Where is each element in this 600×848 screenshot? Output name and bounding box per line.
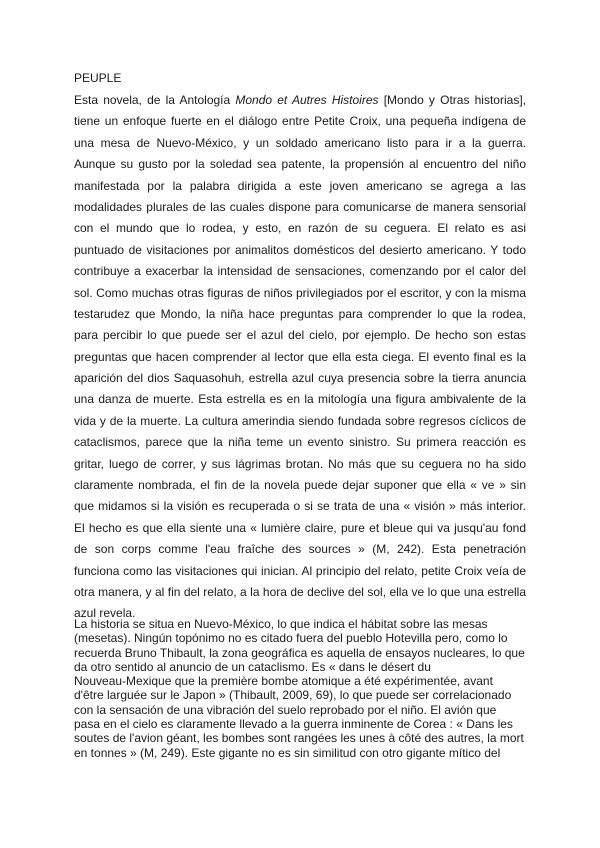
paragraph-setting: [74, 617, 526, 760]
paragraph-line: una danza de muerte. Esta estrella es en la mitología una figura ambivalente de la: [74, 392, 526, 407]
paragraph-line: d'être larguée sur le Japon » (Thibault, 2009, 69), lo que puede ser correlacionado: [74, 688, 512, 703]
paragraph-novel-summary: [74, 90, 526, 625]
paragraph-line: Nouveau-Mexique que la première bombe atomique a été expérimentée, avant: [74, 674, 493, 689]
paragraph-line: de son corps comme l'eau fraîche des sources » (M, 242). Esta penetración: [74, 542, 526, 557]
paragraph-line: funciona como las visitaciones qui inician. Al principio del relato, petite Croix veía de: [74, 563, 526, 578]
paragraph-line: aparición del dios Saquasohuh, estrella azul cuya presencia sobre la tierra anuncia: [74, 371, 526, 386]
paragraph-line: El hecho es que ella siente una « lumière claire, pure et bleue qui va jusqu'au fond: [74, 520, 526, 535]
paragraph-line: cataclismos, parece que la niña teme un evento sinistro. Su primera reacción es: [74, 435, 526, 450]
paragraph-line: otra manera, y al fin del relato, a la hora de declive del sol, ella ve lo que una estrella: [74, 584, 526, 599]
paragraph-line: para percibir lo que puede ser el azul del cielo, por ejemplo. De hecho son estas: [74, 328, 526, 343]
paragraph-line: vida y de la muerte. La cultura amerindia siendo fundada sobre regresos cíclicos de: [74, 413, 526, 428]
paragraph-line: una mesa de Nuevo-México, y un soldado americano listo para ir a la guerra.: [74, 135, 526, 150]
paragraph-line: tiene un enfoque fuerte en el diálogo entre Petite Croix, una pequeña indígena de: [74, 114, 526, 129]
paragraph-line: preguntas que hacen comprender al lector que ella esta ciega. El evento final es la: [74, 349, 526, 364]
paragraph-line: con la sensación de una vibración del suelo reprobado por el niño. El avión que: [74, 702, 497, 717]
section-heading: PEUPLE: [74, 71, 122, 85]
paragraph-line: modalidades plurales de las cuales dispone para comunicarse de manera sensorial: [74, 199, 526, 214]
paragraph-line: Esta novela, de la Antología Mondo et Autres Histoires [Mondo y Otras historias],: [74, 93, 526, 107]
paragraph-line: azul revela.: [74, 606, 136, 621]
paragraph-line: (mesetas). Ningún topónimo no es citado fuera del pueblo Hotevilla pero, como lo: [74, 631, 508, 646]
paragraph-line: puntuado de visitaciones por animalitos domésticos del desierto americano. Y todo: [74, 242, 526, 257]
paragraph-line: La historia se situa en Nuevo-México, lo que indica el hábitat sobre las mesas: [74, 617, 488, 631]
paragraph-line: pasa en el cielo es claramente llevado a la guerra inminente de Corea : « Dans les: [74, 717, 513, 732]
paragraph-line: sol. Como muchas otras figuras de niños privilegiados por el escritor, y con la misma: [74, 285, 526, 300]
paragraph-line: da otro sentido al anuncio de un cataclismo. Es « dans le désert du: [74, 659, 431, 674]
paragraph-line: claramente nombrada, el fin de la novela puede dejar suponer que ella « ve » sin: [74, 478, 526, 493]
paragraph-line: Aunque su gusto por la soledad sea patente, la propensión al encuentro del niño: [74, 157, 526, 172]
book-title: Mondo et Autres Histoires: [235, 93, 379, 107]
paragraph-line: testarudez que Mondo, la niña hace preguntas para comprender lo que la rodea,: [74, 306, 526, 321]
paragraph-line: contribuye a exacerbar la intensidad de sensaciones, comenzando por el calor del: [74, 264, 526, 279]
paragraph-line: con el mundo que lo rodea, y esto, en razón de su ceguera. El relato es asi: [74, 221, 526, 236]
paragraph-line: en tonnes » (M, 249). Este gigante no es sin similitud con otro gigante mítico del: [74, 745, 501, 760]
paragraph-line: recuerda Bruno Thibault, la zona geográfica es aquella de ensayos nucleares, lo que: [74, 645, 525, 660]
paragraph-line: manifestada por la palabra dirigida a este joven americano se agrega a las: [74, 178, 526, 193]
paragraph-line: que midamos si la visión es recuperada o si se trata de una « visión » más interior.: [74, 499, 526, 514]
paragraph-line: gritar, luego de correr, y sus lágrimas brotan. No más que su ceguera no ha sido: [74, 456, 526, 471]
paragraph-line: soutes de l'avion géant, les bombes sont rangées les unes à côté des autres, la mort: [74, 731, 524, 746]
